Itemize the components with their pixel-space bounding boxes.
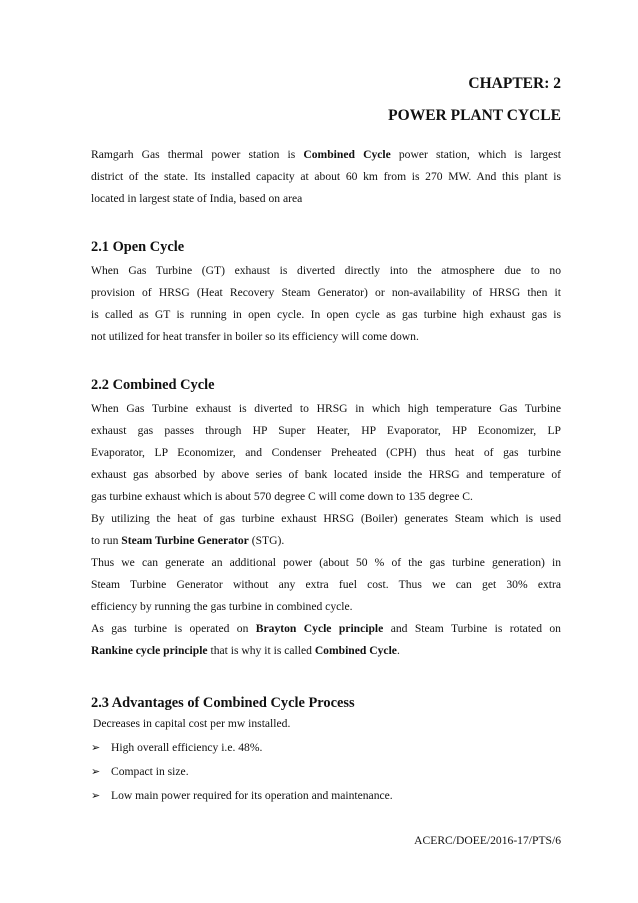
text-line: not utilized for heat transfer in boiler so its efficiency will come down. <box>91 330 419 343</box>
rankine-term: Rankine cycle principle <box>91 644 208 657</box>
section-heading-advantages: 2.3 Advantages of Combined Cycle Process <box>91 695 355 711</box>
arrow-bullet-icon: ➢ <box>91 765 101 778</box>
text-line: When Gas Turbine exhaust is diverted to HRSG in which high temperature Gas Turbine <box>91 402 561 415</box>
intro-line: located in largest state of India, based on area <box>91 192 303 205</box>
intro-paragraph <box>91 144 561 210</box>
text-line: When Gas Turbine (GT) exhaust is diverted directly into the atmosphere due to no <box>91 264 561 277</box>
text-line: exhaust gas passes through HP Super Heater, HP Evaporator, HP Economizer, LP <box>91 424 561 437</box>
bullet-item: ➢ Compact in size. <box>91 765 189 778</box>
text-line: is called as GT is running in open cycle. In open cycle as gas turbine high exhaust gas is <box>91 308 561 321</box>
combined-cycle-term: Combined Cycle <box>303 148 391 161</box>
text-line: efficiency by running the gas turbine in combined cycle. <box>91 600 353 613</box>
arrow-bullet-icon: ➢ <box>91 789 101 802</box>
combined-cycle-paragraph <box>91 398 561 662</box>
combined-cycle-term: Combined Cycle <box>314 644 397 657</box>
advantage-intro-line: Decreases in capital cost per mw installed. <box>93 717 291 730</box>
text-line: to run Steam Turbine Generator (STG). <box>91 534 285 547</box>
chapter-number: CHAPTER: 2 <box>468 75 561 92</box>
arrow-bullet-icon: ➢ <box>91 741 101 754</box>
text-line: By utilizing the heat of gas turbine exhaust HRSG (Boiler) generates Steam which is used <box>91 512 561 525</box>
section-heading-open-cycle: 2.1 Open Cycle <box>91 239 185 255</box>
chapter-title: POWER PLANT CYCLE <box>388 107 561 124</box>
brayton-term: Brayton Cycle principle <box>255 622 384 635</box>
bullet-item: ➢ Low main power required for its operation and maintenance. <box>91 789 393 802</box>
page-footer: ACERC/DOEE/2016-17/PTS/6 <box>414 834 561 847</box>
intro-line: district of the state. Its installed capacity at about 60 km from is 270 MW. And this plant is <box>91 170 561 183</box>
stg-term: Steam Turbine Generator <box>121 534 249 547</box>
text-line: gas turbine exhaust which is about 570 degree C will come down to 135 degree C. <box>91 490 473 503</box>
open-cycle-paragraph <box>91 260 561 348</box>
section-heading-combined-cycle: 2.2 Combined Cycle <box>91 377 215 393</box>
text-line: Evaporator, LP Economizer, and Condenser Preheated (CPH) thus heat of gas turbine <box>91 446 561 459</box>
text-line: Steam Turbine Generator without any extra fuel cost. Thus we can get 30% extra <box>91 578 561 591</box>
text-line: exhaust gas absorbed by above series of bank located inside the HRSG and temperature of <box>91 468 561 481</box>
bullet-item: ➢ High overall efficiency i.e. 48%. <box>91 741 263 754</box>
intro-line: Ramgarh Gas thermal power station is Combined Cycle power station, which is largest <box>91 148 561 161</box>
text-line: Rankine cycle principle that is why it is called Combined Cycle. <box>91 644 400 657</box>
text-line: As gas turbine is operated on Brayton Cycle principle and Steam Turbine is rotated on <box>91 622 561 635</box>
text-line: Thus we can generate an additional power (about 50 % of the gas turbine generation) in <box>91 556 561 569</box>
text-line: provision of HRSG (Heat Recovery Steam Generator) or non-availability of HRSG then it <box>91 286 561 299</box>
